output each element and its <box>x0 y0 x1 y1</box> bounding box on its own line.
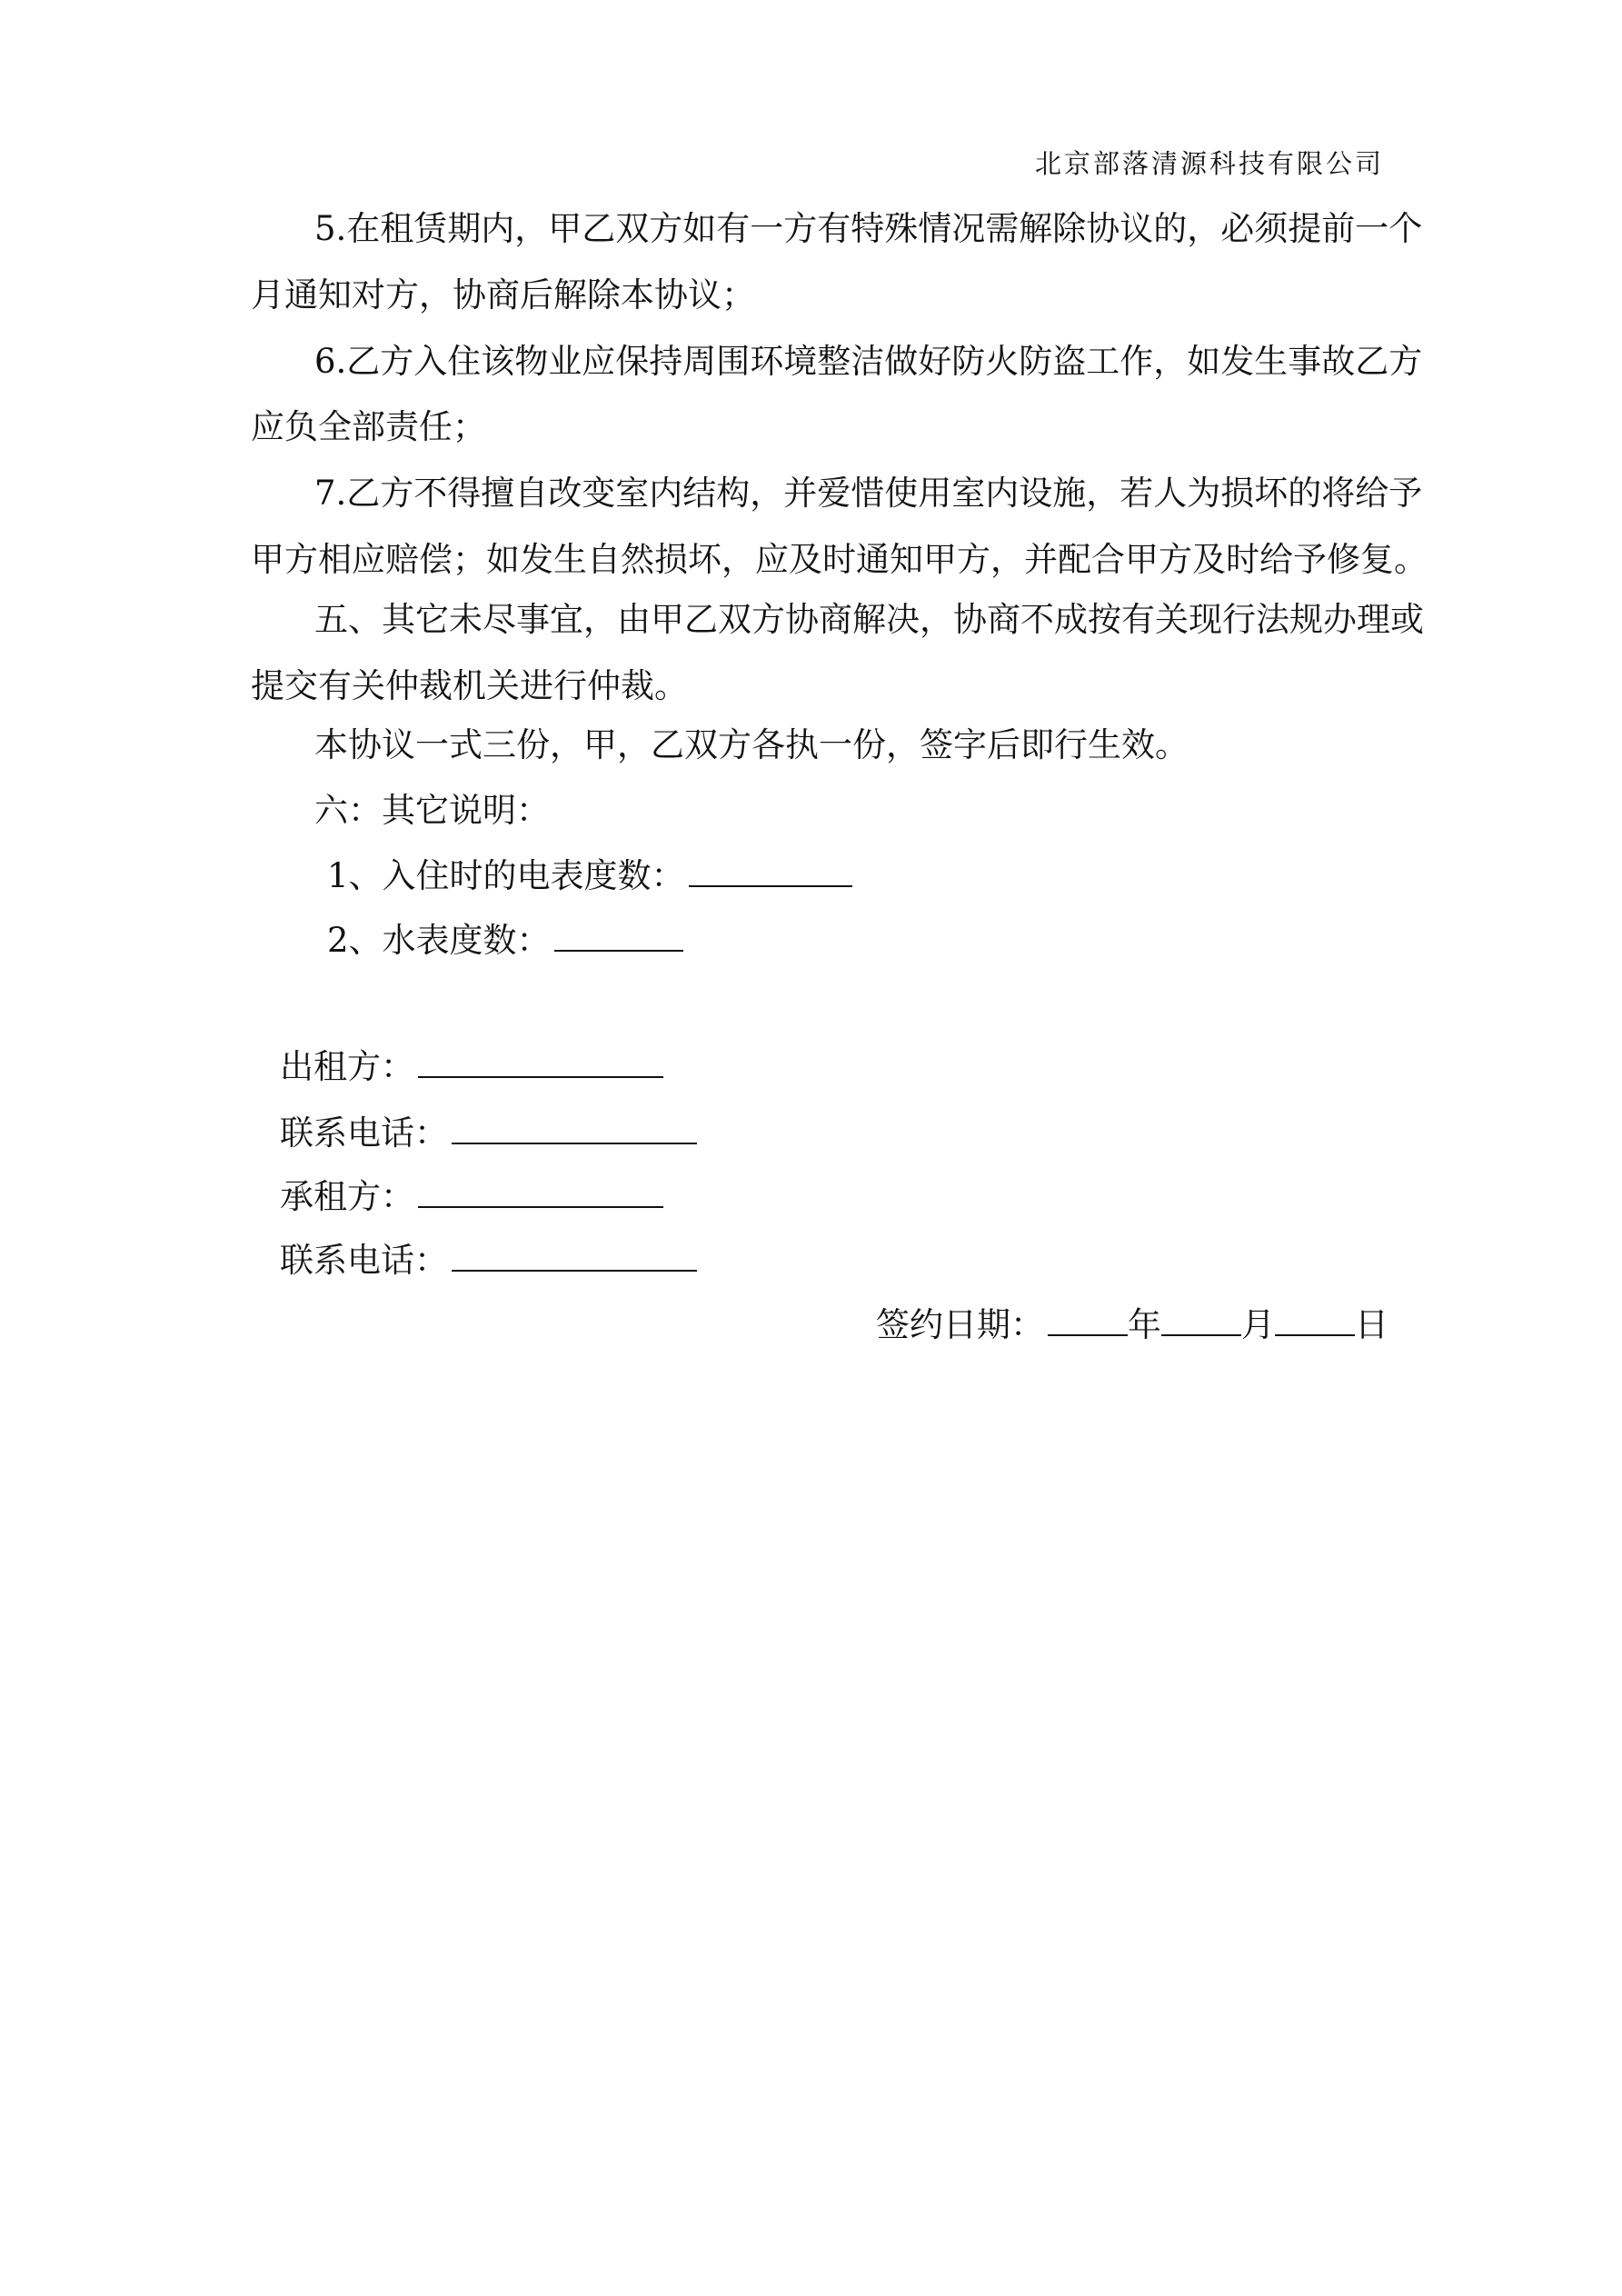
clause-6-line-2: 应负全部责任； <box>251 407 486 446</box>
day-label: 日 <box>1355 1305 1388 1344</box>
clause-7-line-1: 7.乙方不得擅自改变室内结构，并爱惜使用室内设施，若人为损坏的将给予 <box>314 474 1423 513</box>
water-meter-label: 2、水表度数： <box>327 921 551 960</box>
lessee-label: 承租方： <box>280 1177 414 1216</box>
electric-meter-field[interactable] <box>689 854 852 887</box>
clause-five-line-1: 五、其它未尽事宜，由甲乙双方协商解决，协商不成按有关现行法规办理或 <box>314 600 1424 639</box>
water-meter-row <box>327 919 683 961</box>
clause-5-line-1: 5.在租赁期内，甲乙双方如有一方有特殊情况需解除协议的，必须提前一个 <box>314 209 1423 248</box>
company-header: 北京部落清源科技有限公司 <box>1034 148 1384 179</box>
clause-5-line-2: 月通知对方，协商后解除本协议； <box>251 275 755 314</box>
year-field[interactable] <box>1048 1303 1128 1336</box>
year-label: 年 <box>1128 1305 1161 1344</box>
lessee-phone-label: 联系电话： <box>280 1241 448 1280</box>
lessee-field[interactable] <box>418 1175 663 1208</box>
clause-6-line-1: 6.乙方入住该物业应保持周围环境整洁做好防火防盗工作，如发生事故乙方 <box>314 342 1423 381</box>
lessor-row <box>280 1045 663 1087</box>
lessee-row <box>280 1175 663 1217</box>
lessee-phone-field[interactable] <box>452 1239 697 1272</box>
clause-five-line-2: 提交有关仲裁机关进行仲裁。 <box>251 666 688 705</box>
lessor-phone-row <box>280 1112 697 1153</box>
sign-date-label: 签约日期： <box>876 1305 1044 1344</box>
month-label: 月 <box>1241 1305 1275 1344</box>
sign-date-row <box>876 1303 1388 1345</box>
other-notes-title: 六：其它说明： <box>314 791 550 830</box>
water-meter-field[interactable] <box>554 919 683 952</box>
clause-7-line-2: 甲方相应赔偿；如发生自然损坏，应及时通知甲方，并配合甲方及时给予修复。 <box>251 540 1428 579</box>
lessor-label: 出租方： <box>280 1047 414 1086</box>
electric-meter-row <box>327 854 852 896</box>
lessor-phone-field[interactable] <box>452 1112 697 1144</box>
electric-meter-label: 1、入住时的电表度数： <box>327 856 685 895</box>
lessor-field[interactable] <box>418 1045 663 1078</box>
copies-statement: 本协议一式三份，甲，乙双方各执一份，签字后即行生效。 <box>314 725 1189 764</box>
day-field[interactable] <box>1275 1303 1355 1336</box>
lessor-phone-label: 联系电话： <box>280 1113 448 1153</box>
lessee-phone-row <box>280 1239 697 1281</box>
month-field[interactable] <box>1161 1303 1241 1336</box>
